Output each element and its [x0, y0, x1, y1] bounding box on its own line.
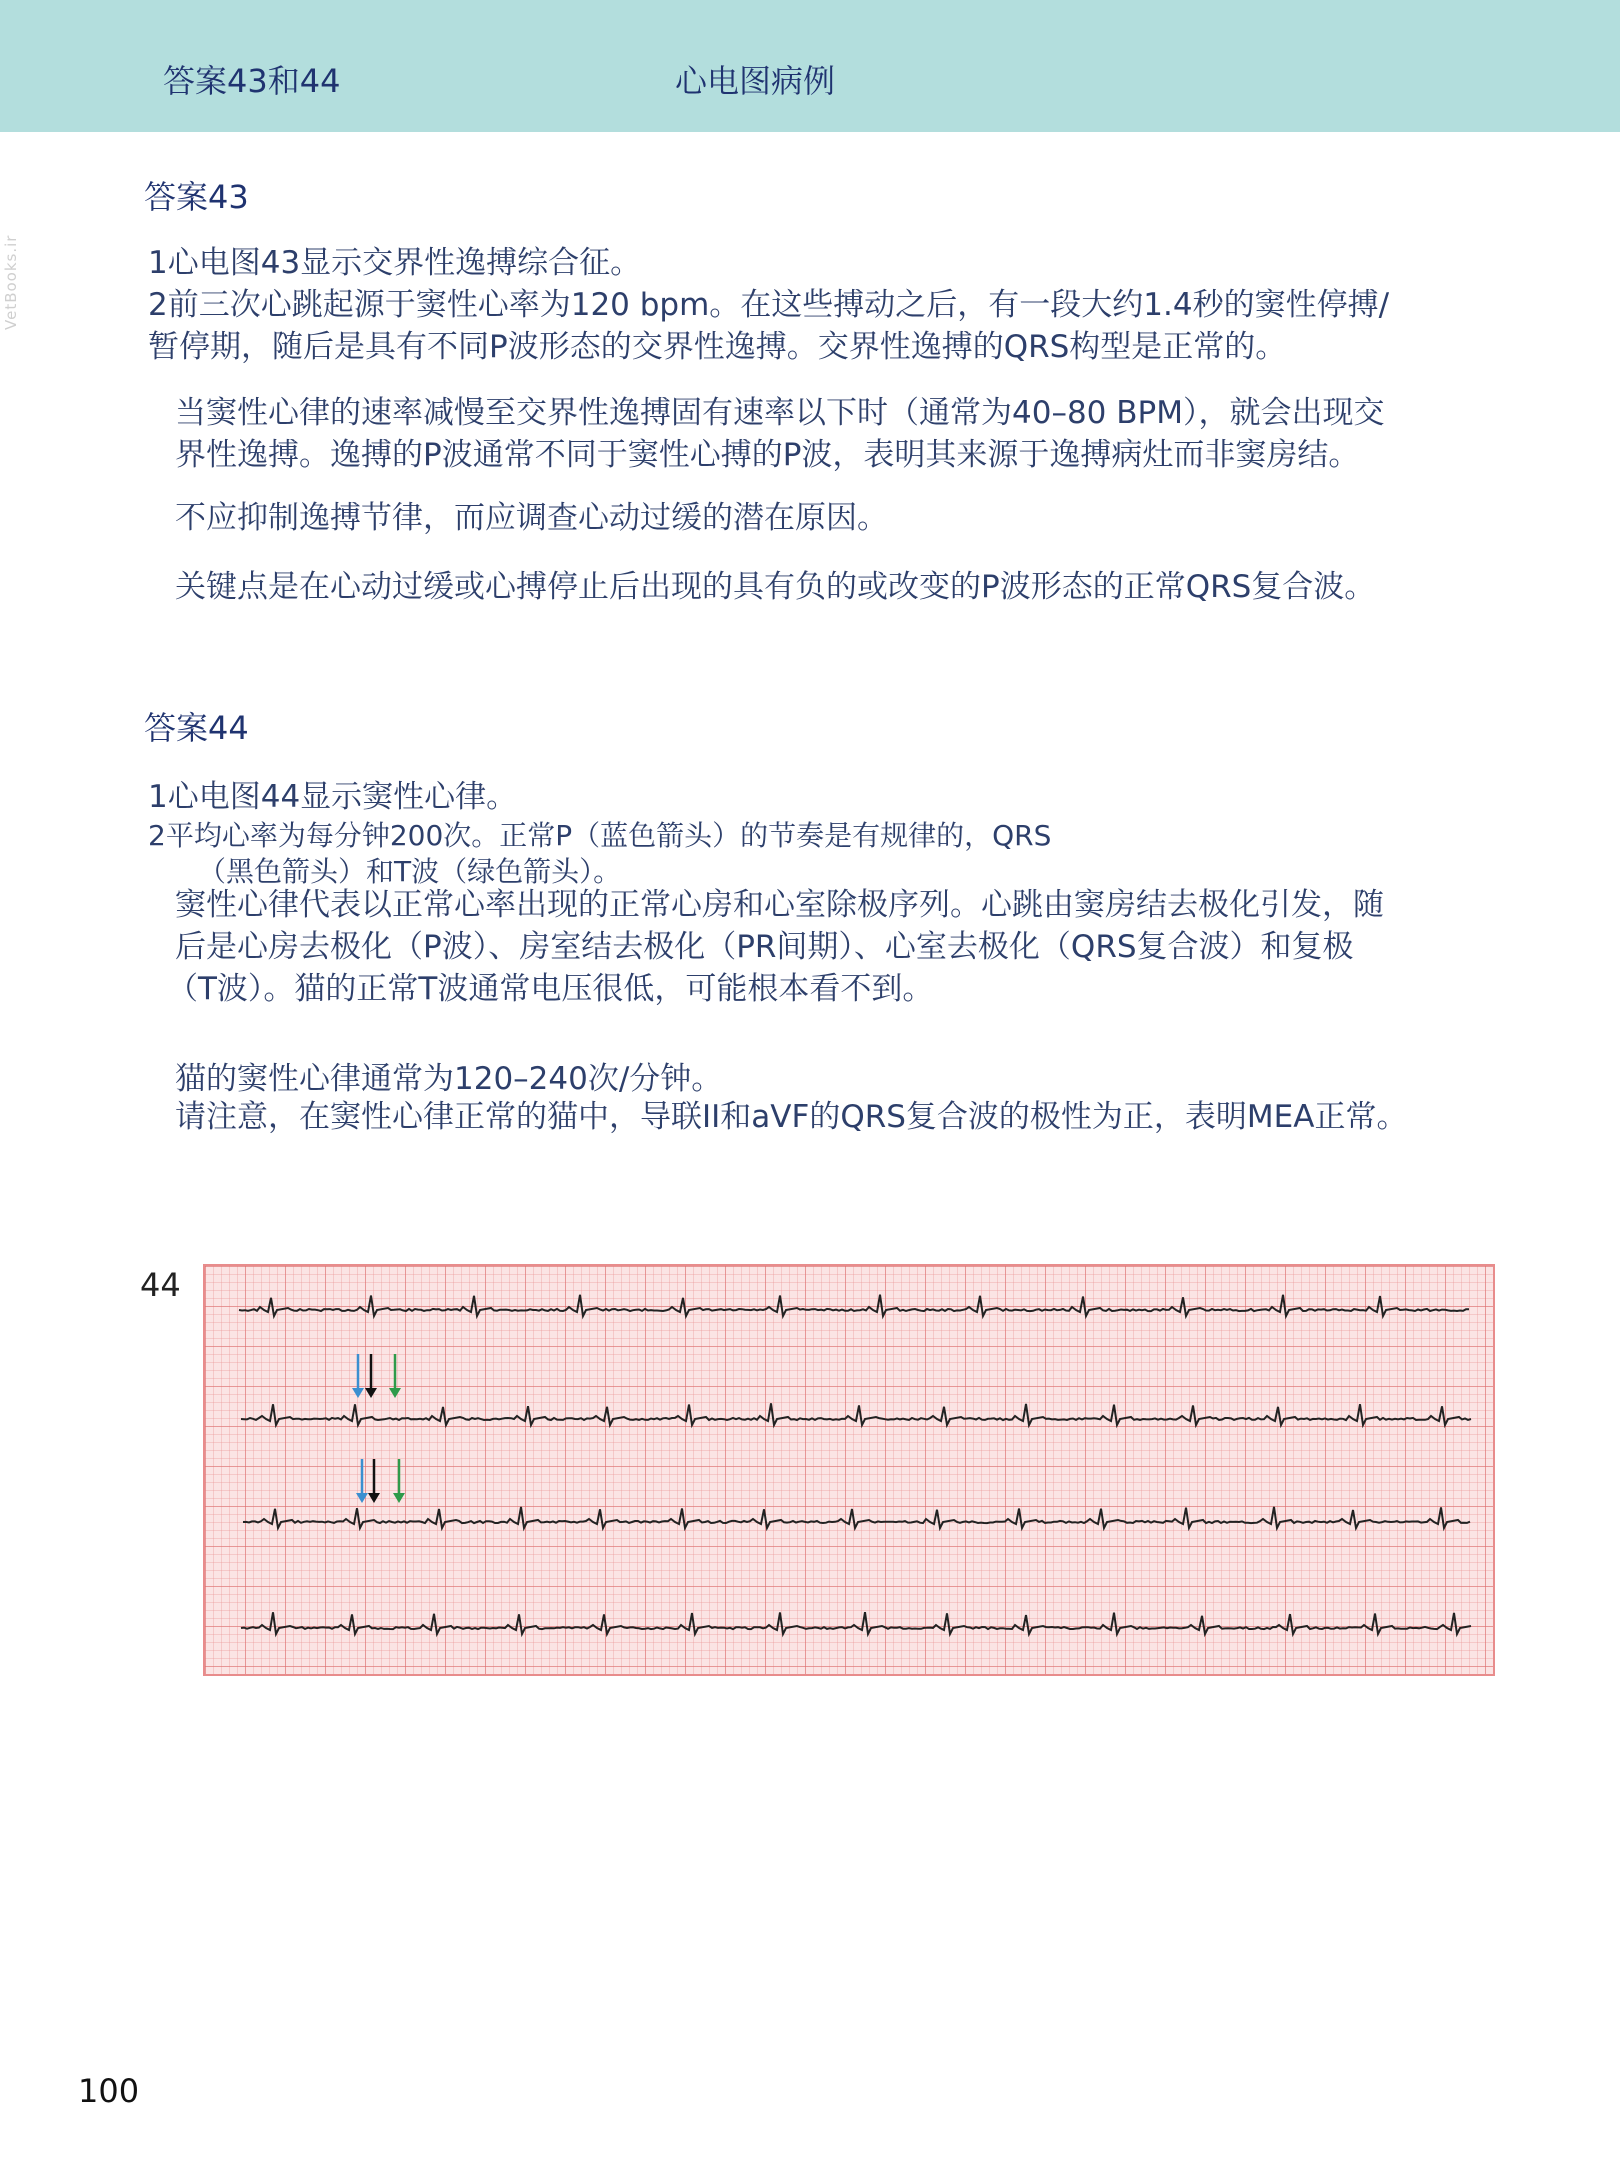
answer44-para1-line3: （T波）。猫的正常T波通常电压很低，可能根本看不到。	[167, 971, 934, 1007]
p-wave-arrow-1	[352, 1354, 364, 1398]
answer44-item1-text: 1心电图44显示窦性心律。	[148, 779, 518, 815]
answer44-para2-line2: 请注意，在窦性心律正常的猫中，导联II和aVF的QRS复合波的极性为正，表明MEA正常。	[175, 1099, 1408, 1135]
answer43-title: 答案43	[144, 178, 249, 216]
answer43-para1-line1: 当窦性心律的速率减慢至交界性逸搏固有速率以下时（通常为40–80 BPM），就会出现交	[175, 395, 1385, 431]
ecg-traces	[205, 1266, 1493, 1674]
answer44-item2-line1: 2平均心率为每分钟200次。正常P（蓝色箭头）的节奏是有规律的，QRS	[148, 819, 1052, 852]
ecg-trace-3	[243, 1507, 1470, 1528]
answer44-para2-line1: 猫的窦性心律通常为120–240次/分钟。	[175, 1061, 723, 1097]
answer44-item2	[148, 818, 1051, 890]
p-wave-arrow-2	[356, 1459, 368, 1503]
answer44-item1	[148, 776, 517, 818]
answer43-item1	[148, 242, 641, 284]
ecg-strip	[203, 1264, 1495, 1676]
t-wave-arrow-1	[389, 1354, 401, 1398]
ecg-trace-1	[239, 1295, 1469, 1316]
answer43-para2	[175, 497, 888, 539]
header-right-title: 心电图病例	[675, 62, 836, 100]
qrs-arrow-1	[365, 1354, 377, 1398]
page-header	[0, 0, 1620, 132]
header-left-title: 答案43和44	[163, 62, 341, 100]
answer44-para2	[175, 1060, 1407, 1136]
figure-label: 44	[140, 1266, 181, 1304]
qrs-arrow-2	[368, 1459, 380, 1503]
t-wave-arrow-2	[393, 1459, 405, 1503]
answer44-title: 答案44	[144, 709, 249, 747]
ecg-trace-2	[241, 1403, 1471, 1425]
answer44-para1	[167, 884, 1384, 1010]
answer43-item2	[148, 284, 1389, 368]
answer44-para1-line1: 窦性心律代表以正常心率出现的正常心房和心室除极序列。心跳由窦房结去极化引发，随	[175, 887, 1384, 923]
answer43-para1-line2: 界性逸搏。逸搏的P波通常不同于窦性心搏的P波，表明其来源于逸搏病灶而非窦房结。	[175, 437, 1360, 473]
answer43-item1-text: 1心电图43显示交界性逸搏综合征。	[148, 245, 642, 281]
answer43-para3-text: 关键点是在心动过缓或心搏停止后出现的具有负的或改变的P波形态的正常QRS复合波。	[175, 569, 1376, 605]
answer43-para2-text: 不应抑制逸搏节律，而应调查心动过缓的潜在原因。	[175, 500, 888, 536]
ecg-trace-4	[241, 1612, 1471, 1634]
answer43-para3	[175, 566, 1375, 608]
answer43-item2-line2: 暂停期，随后是具有不同P波形态的交界性逸搏。交界性逸搏的QRS构型是正常的。	[148, 329, 1287, 365]
watermark: VetBooks.ir	[2, 234, 20, 330]
answer44-para1-line2: 后是心房去极化（P波）、房室结去极化（PR间期）、心室去极化（QRS复合波）和复极	[175, 929, 1354, 965]
answer44-item2-line2: （黑色箭头）和T波（绿色箭头）。	[198, 855, 622, 888]
answer43-item2-line1: 2前三次心跳起源于窦性心率为120 bpm。在这些搏动之后，有一段大约1.4秒的窦性停搏/	[148, 287, 1390, 323]
page-number: 100	[78, 2072, 140, 2110]
answer43-para1	[175, 392, 1384, 476]
